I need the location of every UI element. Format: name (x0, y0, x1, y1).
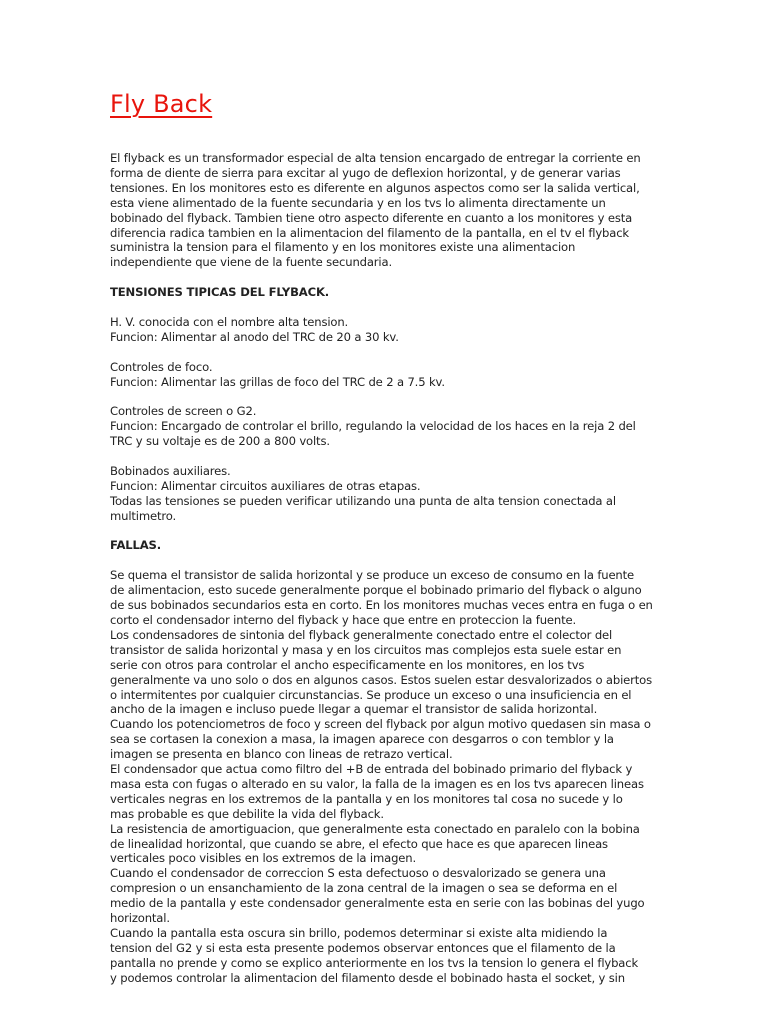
section-heading-tensiones: TENSIONES TIPICAS DEL FLYBACK. (110, 285, 330, 300)
document-body (110, 151, 662, 1001)
tension-item-screen: Controles de screen o G2. Funcion: Encargado de controlar el brillo, regulando la velocidad de los haces en la reja 2 del TRC y su voltaje es de 200 a 800 volts. (110, 404, 636, 449)
tension-item-bobinados: Bobinados auxiliares. Funcion: Alimentar circuitos auxiliares de otras etapas. Todas las tensiones se pueden verificar utilizando una punta de alta tension conectada al multimetro. (110, 463, 616, 523)
intro-paragraph: El flyback es un transformador especial de alta tension encargado de entregar la corriente en forma de diente de sierra para excitar al yugo de deflexion horizontal, y de generar varias tensiones. En los monitores esto es diferente en algunos aspectos como ser la salida vertical, esta viene alimentado de la fuente secundaria y en los tvs lo alimenta directamente un bobinado del flyback. Tambien tiene otro aspecto diferente en cuanto a los monitores y esta diferencia radica tambien en la alimentacion del filamento de la pantalla, en el tv el flyback suministra la tension para el filamento y en los monitores existe una alimentacion independiente que viene de la fuente secundaria. (110, 151, 641, 270)
section-heading-fallas: FALLAS. (110, 538, 162, 553)
tension-item-foco: Controles de foco. Funcion: Alimentar las grillas de foco del TRC de 2 a 7.5 kv. (110, 359, 445, 389)
tension-item-hv: H. V. conocida con el nombre alta tension. Funcion: Alimentar al anodo del TRC de 20 a 30 kv. (110, 314, 399, 344)
fallas-body: Se quema el transistor de salida horizontal y se produce un exceso de consumo en la fuente de alimentacion, esto sucede generalmente porque el bobinado primario del flyback o alguno de sus bobinados secundarios esta en corto. En los monitores muchas veces entra en fuga o en corto el condensador interno del flyback y hace que entre en proteccion la fuente. Los condensadores de sintonia del flyback generalmente conectado entre el colector del transistor de salida horizontal y masa y en los circuitos mas complejos esta suele estar en serie con otros para controlar el ancho especificamente en los monitores, en los tvs generalmente va uno solo o dos en algunos casos. Estos suelen estar desvalorizados o abiertos o intermitentes por cualquier circunstancias. Se produce un exceso o una insuficiencia en el ancho de la imagen e incluso puede llegar a quemar el transistor de salida horizontal. Cuando los potenciometros de foco y screen del flyback por algun motivo quedasen sin masa o sea se cortasen la conexion a masa, la imagen aparece con desgarros o con temblor y la imagen se presenta en blanco con lineas de retrazo vertical. El condensador que actua como filtro del +B de entrada del bobinado primario del flyback y masa esta con fugas o alterado en su valor, la falla de la imagen es en los tvs aparecen lineas verticales negras en los extremos de la pantalla y en los monitores tal cosa no sucede y lo mas probable es que debilite la vida del flyback. La resistencia de amortiguacion, que generalmente esta conectado en paralelo con la bobina de linealidad horizontal, que cuando se abre, el efecto que hace es que aparecen lineas verticales poco visibles en los extremos de la imagen. Cuando el condensador de correccion S esta defectuoso o desvalorizado se genera una compresion o un ensanchamiento de la zona central de la imagen o sea se deforma en el medio de la pantalla y este condensador generalmente esta en serie con las bobinas del yugo horizontal. Cuando la pantalla esta oscura sin brillo, podemos determinar si existe alta midiendo la tension del G2 y si esta esta presente podemos observar entonces que el filamento de la pantalla no prende y como se explico anteriormente en los tvs la tension lo genera el flyback y podemos controlar la alimentacion del filamento desde el bobinado hasta el socket, y sin (110, 568, 653, 985)
page-title: Fly Back (110, 90, 213, 118)
